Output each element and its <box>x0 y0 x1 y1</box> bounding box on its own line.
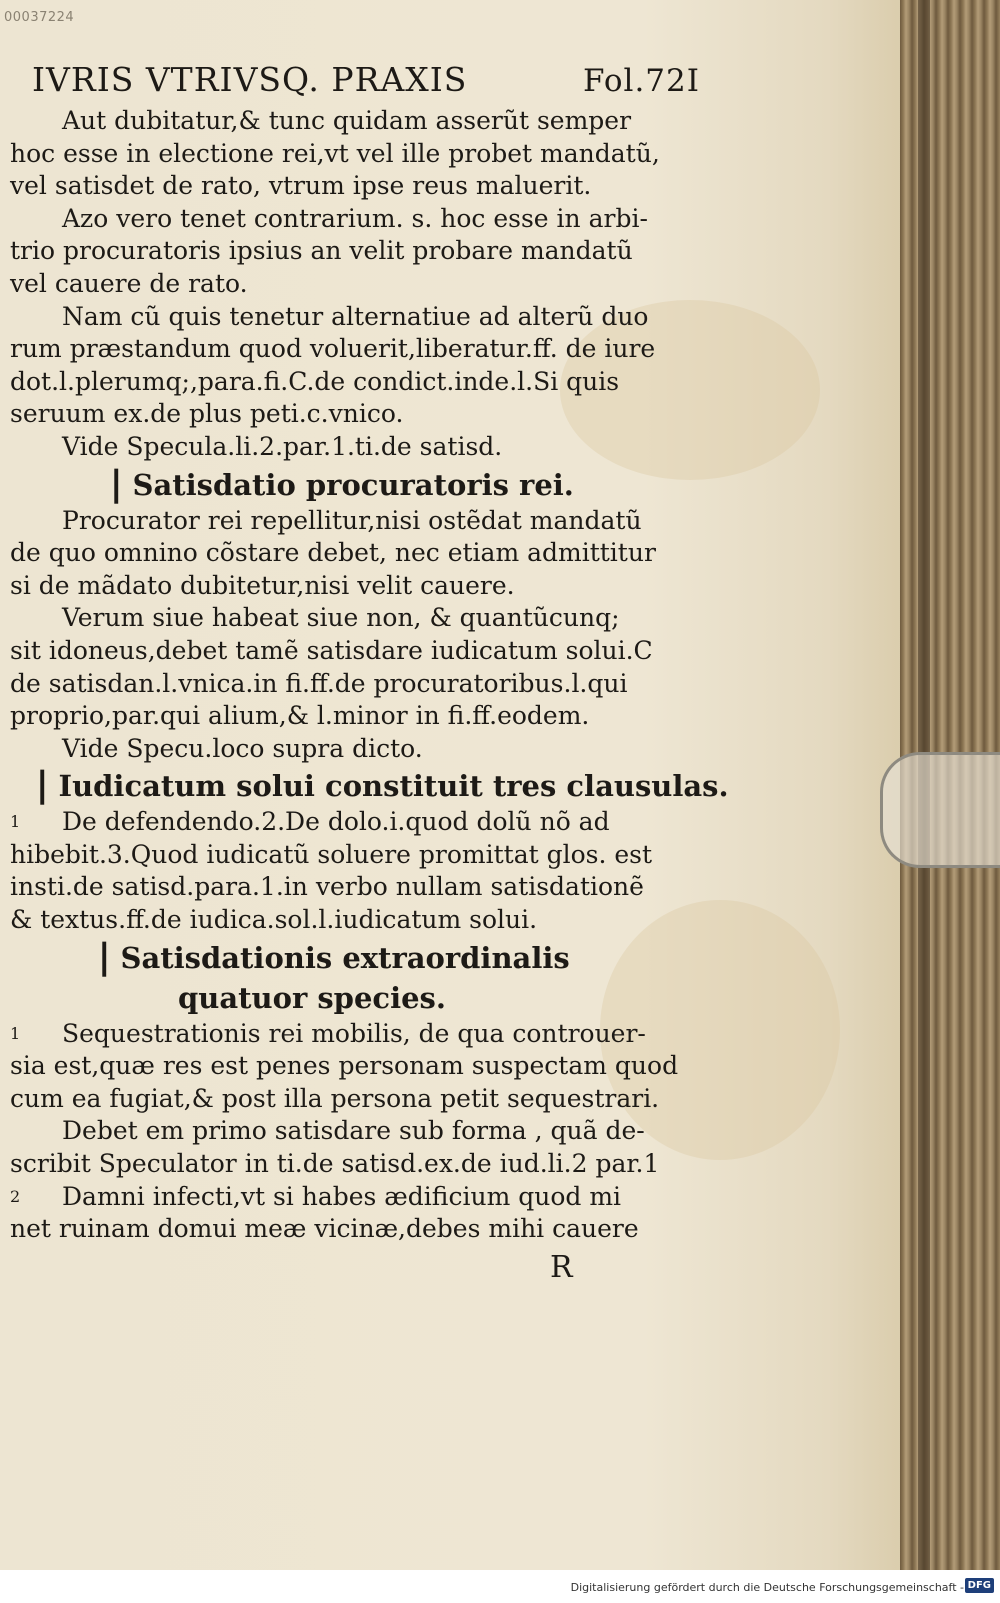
text-line: Vide Specula.li.2.par.1.ti.de satisd. <box>62 431 503 461</box>
text-line: Azo vero tenet contrarium. s. hoc esse in arbi- <box>62 203 648 233</box>
margin-number: 1 <box>10 1023 21 1043</box>
margin-number: 2 <box>10 1186 21 1206</box>
text-line: Nam cũ quis tenetur alternatiue ad alterũ duo <box>62 301 649 331</box>
text-line <box>10 1018 700 1051</box>
section-heading <box>10 464 700 505</box>
text-line: Aut dubitatur,& tunc quidam asserũt semper <box>62 106 632 135</box>
text-line: rum præstandum quod voluerit,liberatur.ff. de iure <box>10 334 656 364</box>
text-line: de satisdan.l.vnica.in fi.ff.de procuratoribus.l.qui <box>10 668 628 698</box>
text-line: vel satisdet de rato, vtrum ipse reus maluerit. <box>10 171 592 201</box>
text-line: Debet em primo satisdare sub forma , quã de- <box>62 1116 645 1146</box>
page-text <box>10 60 729 1290</box>
funding-credit: Digitalisierung gefördert durch die Deutsche Forschungsgemeinschaft - <box>570 1581 964 1594</box>
folio-number: Fol.72I <box>583 63 700 99</box>
heading-text: Satisdationis extraordinalis <box>120 940 570 975</box>
text-line: hibebit.3.Quod iudicatũ soluere promittat glos. est <box>10 839 653 869</box>
dfg-logo: DFG <box>965 1578 994 1593</box>
text-line: si de mãdato dubitetur,nisi velit cauere. <box>10 570 515 600</box>
paragraph-mark-icon: ❘ <box>102 463 131 504</box>
text-line: trio procuratoris ipsius an velit probare mandatũ <box>10 236 633 266</box>
text-line: sia est,quæ res est penes personam suspectam quod <box>10 1051 679 1081</box>
running-title: IVRIS VTRIVSQ. PRAXIS <box>32 60 468 99</box>
text-line: scribit Speculator in ti.de satisd.ex.de iud.li.2 par.1 <box>10 1149 660 1179</box>
text-line: Procurator rei repellitur,nisi ostẽdat mandatũ <box>62 505 642 535</box>
text-line: sit idoneus,debet tamẽ satisdare iudicatum solui.C <box>10 635 653 665</box>
text-line: de quo omnino cõstare debet, nec etiam admittitur <box>10 538 656 568</box>
footer-bar <box>0 1570 1000 1603</box>
text-line: Vide Specu.loco supra dicto. <box>62 733 423 763</box>
heading-text: Iudicatum solui constituit tres clausulas. <box>58 769 729 804</box>
text-line: insti.de satisd.para.1.in verbo nullam satisdationẽ <box>10 872 644 902</box>
section-heading <box>10 937 700 978</box>
text-line: proprio,par.qui alium,& l.minor in fi.ff.eodem. <box>10 701 590 731</box>
text-line: Verum siue habeat siue non, & quantũcunq; <box>62 603 620 633</box>
section-heading <box>10 765 729 806</box>
paragraph-mark-icon: ❘ <box>90 936 119 977</box>
text-line: net ruinam domui meæ vicinæ,debes mihi cauere <box>10 1214 639 1244</box>
text-line: vel cauere de rato. <box>10 268 248 298</box>
paragraph-mark-icon: ❘ <box>28 765 57 806</box>
text-line <box>10 1181 700 1214</box>
line-text: Sequestrationis rei mobilis, de qua controuer- <box>62 1018 646 1048</box>
running-header <box>32 60 700 99</box>
scan-id: 00037224 <box>4 10 75 25</box>
signature-mark: R <box>550 1249 573 1285</box>
text-line: cum ea fugiat,& post illa persona petit sequestrari. <box>10 1083 660 1113</box>
line-text: De defendendo.2.De dolo.i.quod dolũ nõ ad <box>62 807 610 837</box>
heading-text: Satisdatio procuratoris rei. <box>132 467 574 502</box>
section-heading-continued: quatuor species. <box>178 980 446 1015</box>
page-clip <box>880 752 1000 868</box>
text-line <box>10 806 700 839</box>
text-line: & textus.ff.de iudica.sol.l.iudicatum solui. <box>10 905 538 935</box>
margin-number: 1 <box>10 812 21 832</box>
text-line: hoc esse in electione rei,vt vel ille probet mandatũ, <box>10 138 660 168</box>
line-text: Damni infecti,vt si habes ædificium quod mi <box>62 1181 622 1211</box>
text-line: seruum ex.de plus peti.c.vnico. <box>10 399 404 429</box>
text-line: dot.l.plerumq;,para.fi.C.de condict.inde.l.Si quis <box>10 366 620 396</box>
